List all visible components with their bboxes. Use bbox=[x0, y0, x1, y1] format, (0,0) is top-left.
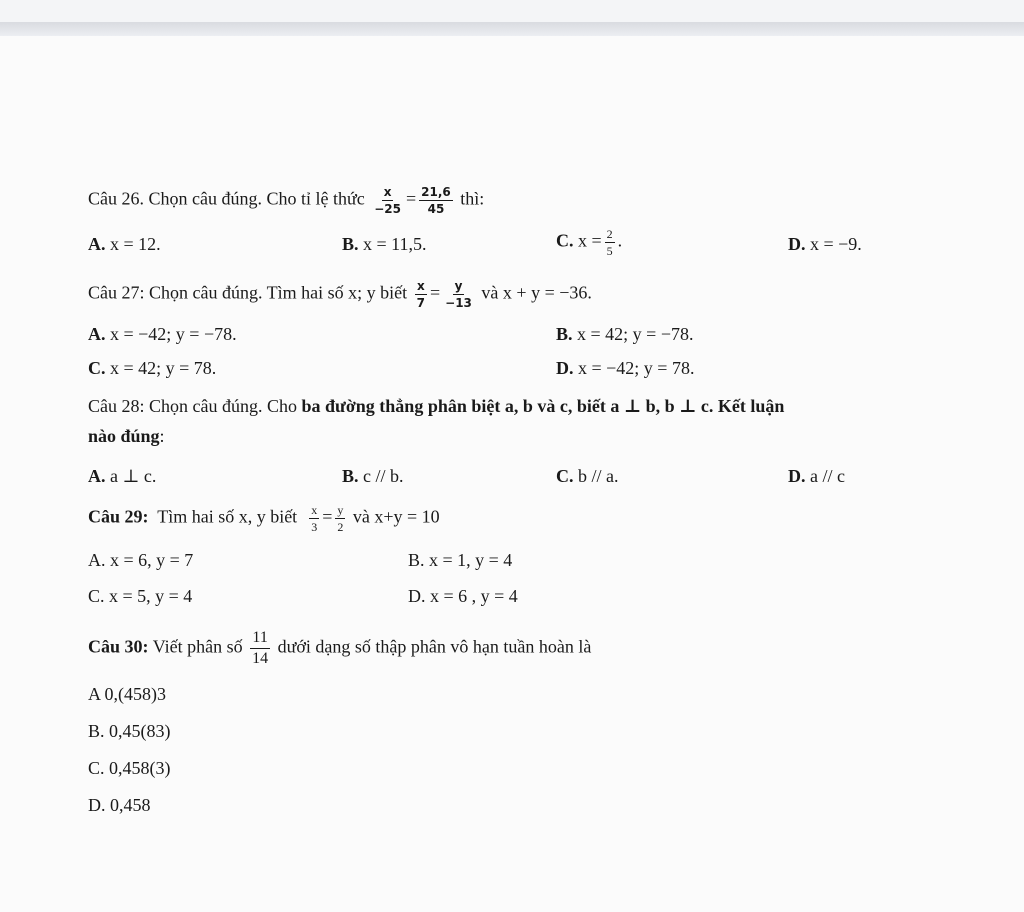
fraction: $\frac{y}{2}$ bbox=[337, 503, 344, 534]
q27-option-d[interactable]: D. x = −42; y = 78. bbox=[556, 358, 695, 378]
fraction: $\frac{x}{-25}$ bbox=[374, 185, 401, 216]
q27-option-a[interactable]: A. x = −42; y = −78. bbox=[88, 324, 237, 344]
fraction: $\frac{21,6}{45}$ bbox=[421, 185, 451, 216]
question-28-stem: Câu 28: Chọn câu đúng. Cho ba đường thẳng phân biệt a, b và c, biết a ⊥ b, b ⊥ c. Kết luận bbox=[88, 396, 785, 416]
q29-option-b[interactable]: B. x = 1, y = 4 bbox=[408, 550, 513, 570]
q30-option-d[interactable]: D. 0,458 bbox=[88, 795, 151, 815]
top-divider bbox=[0, 22, 1024, 36]
fraction: $\frac{x}{3}$ bbox=[311, 503, 318, 534]
question-28-stem-line2: nào đúng: bbox=[88, 426, 165, 446]
q30-option-b[interactable]: B. 0,45(83) bbox=[88, 721, 171, 741]
q26-option-d[interactable]: D. x = −9. bbox=[788, 234, 862, 254]
fraction: $\frac{x}{7}$ bbox=[416, 279, 425, 310]
q27-option-b[interactable]: B. x = 42; y = −78. bbox=[556, 324, 694, 344]
q26-option-c[interactable]: C. x = $\frac{2}{5}$ . bbox=[556, 227, 623, 258]
top-bar bbox=[0, 0, 1024, 22]
question-30-stem: Câu 30: Viết phân số $\frac{11}{14}$ dưới dạng số thập phân vô hạn tuần hoàn là bbox=[88, 629, 592, 667]
q28-option-d[interactable]: D. a // c bbox=[788, 466, 845, 486]
question-29-stem: Câu 29: Tìm hai số x, y biết $\frac{x}{3}$ = $\frac{y}{2}$ và x+y = 10 bbox=[88, 503, 440, 534]
q28-option-b[interactable]: B. c // b. bbox=[342, 466, 404, 486]
fraction: $\frac{y}{-13}$ bbox=[445, 279, 472, 310]
q27-option-c[interactable]: C. x = 42; y = 78. bbox=[88, 358, 217, 378]
fraction: $\frac{11}{14}$ bbox=[252, 629, 269, 667]
fraction: $\frac{2}{5}$ bbox=[606, 227, 613, 258]
q29-option-d[interactable]: D. x = 6 , y = 4 bbox=[408, 586, 518, 606]
question-27-stem: Câu 27: Chọn câu đúng. Tìm hai số x; y biết $\frac{x}{7}$ = $\frac{y}{-13}$ và x + y = −36. bbox=[88, 279, 592, 310]
q28-option-a[interactable]: A. a ⊥ c. bbox=[88, 466, 157, 486]
q29-option-c[interactable]: C. x = 5, y = 4 bbox=[88, 586, 193, 606]
q30-option-c[interactable]: C. 0,458(3) bbox=[88, 758, 171, 778]
q30-option-a[interactable]: A 0,(458)3 bbox=[88, 684, 166, 704]
q26-option-a[interactable]: A. x = 12. bbox=[88, 234, 161, 254]
q26-option-b[interactable]: B. x = 11,5. bbox=[342, 234, 427, 254]
question-26-stem: Câu 26. Chọn câu đúng. Cho tỉ lệ thức $\frac{x}{-25}$ = $\frac{21,6}{45}$ thì: bbox=[88, 185, 485, 216]
q28-option-c[interactable]: C. b // a. bbox=[556, 466, 619, 486]
q29-option-a[interactable]: A. x = 6, y = 7 bbox=[88, 550, 194, 570]
